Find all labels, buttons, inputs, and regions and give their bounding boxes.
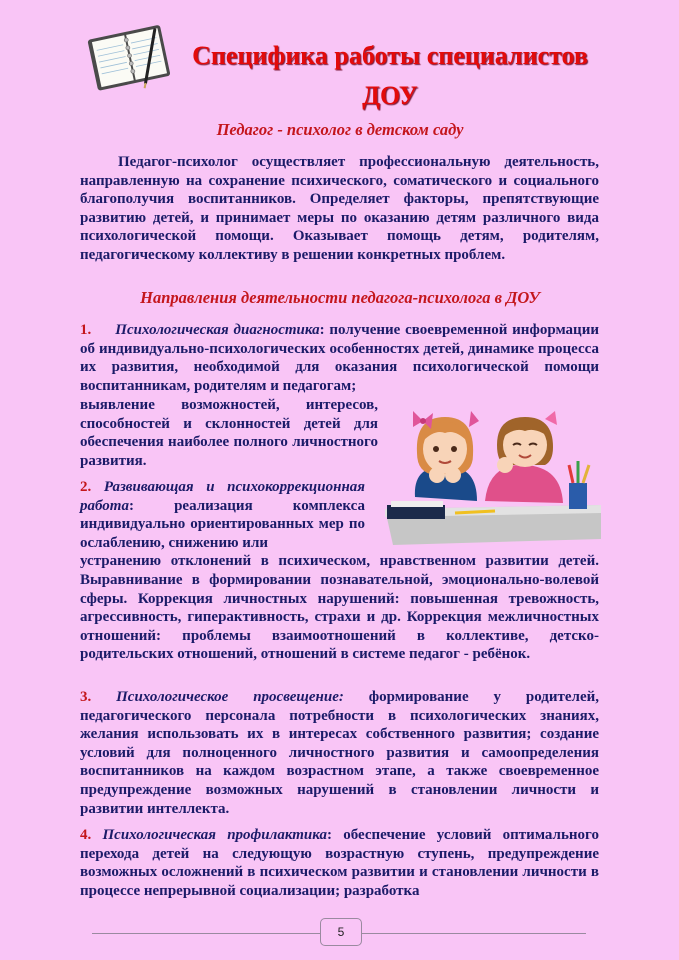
item-text: формирование у родителей, педагогического персонала потребности в психологических знаниях, желания использовать их в интересах собственного развития; создание условий для полноценного личностного развития и самоопределения воспитанников на каждом возрастном этапе, а также своевременное предупреждение возможных нарушений в становлении личности и развитии интеллекта. [80, 689, 600, 817]
footer-divider [360, 933, 586, 934]
item-term: Психологическая профилактика [102, 827, 327, 843]
item-number: 3. [80, 689, 92, 705]
item-number: 2. [80, 479, 92, 495]
item-text: : получение своевременной информации об индивидуально-психологических особенностях детей, динамике процесса их развития, необходимой для оказания психологической помощи воспитанникам, родителям и педагогам; [80, 322, 599, 394]
list-item [80, 321, 599, 395]
intro-paragraph: Педагог-психолог осуществляет профессиональную деятельность, направленную на сохранение психического, соматического и социального благополучия воспитанников. Определяет факторы, препятствующие развитию детей, и принимает меры по оказанию детям различного вида психологической помощи. Оказывает помощь детям, родителям, педагогическому коллективу в решении конкретных проблем. [80, 154, 599, 263]
list-item-continuation: выявление возможностей, интересов, способностей и склонностей детей для обеспечения наиболее полного личностного развития. [80, 397, 378, 469]
item-term: Психологическое просвещение: [116, 689, 344, 705]
item-wrap [80, 478, 365, 552]
title-line-2: ДОУ [362, 81, 418, 110]
list-item [80, 826, 599, 900]
section-subtitle: Педагог - психолог в детском саду [216, 120, 464, 139]
list-item [80, 688, 599, 818]
title-line-1: Специфика работы специалистов [192, 41, 588, 70]
item-text-continued: устранению отклонений в психическом, нравственном развитии детей. Выравнивание в формировании познавательной, эмоционально-волевой сферы. Коррекция личностных нарушений: повышенная тревожность, агрессивность, гиперактивность, страхи и др. Коррекция межличностных отношений: проблемы взаимоотношений в коллективе, детско-родительских отношений, отношений в системе педагог - ребёнок. [80, 553, 599, 663]
page-number: 5 [320, 918, 362, 946]
item-number: 4. [80, 827, 92, 843]
section-subtitle: Направления деятельности педагога-психолога в ДОУ [140, 288, 540, 307]
page-title [150, 36, 630, 116]
item-term: Психологическая диагностика [115, 322, 320, 338]
item-number: 1. [80, 322, 92, 338]
item-text: : реализация комплекса индивидуально ориентированных мер по ослаблению, снижению или [80, 497, 365, 551]
item-text: : обеспечение условий оптимального перехода детей на следующую возрастную ступень, предупреждение возможных осложнений в психическом развитии и становлении личности в процессе непрерывной социализации; разработка [80, 827, 599, 899]
footer-divider [92, 933, 320, 934]
list-item [80, 478, 599, 664]
item-term: Развивающая и психокоррекционная работа [80, 479, 365, 514]
